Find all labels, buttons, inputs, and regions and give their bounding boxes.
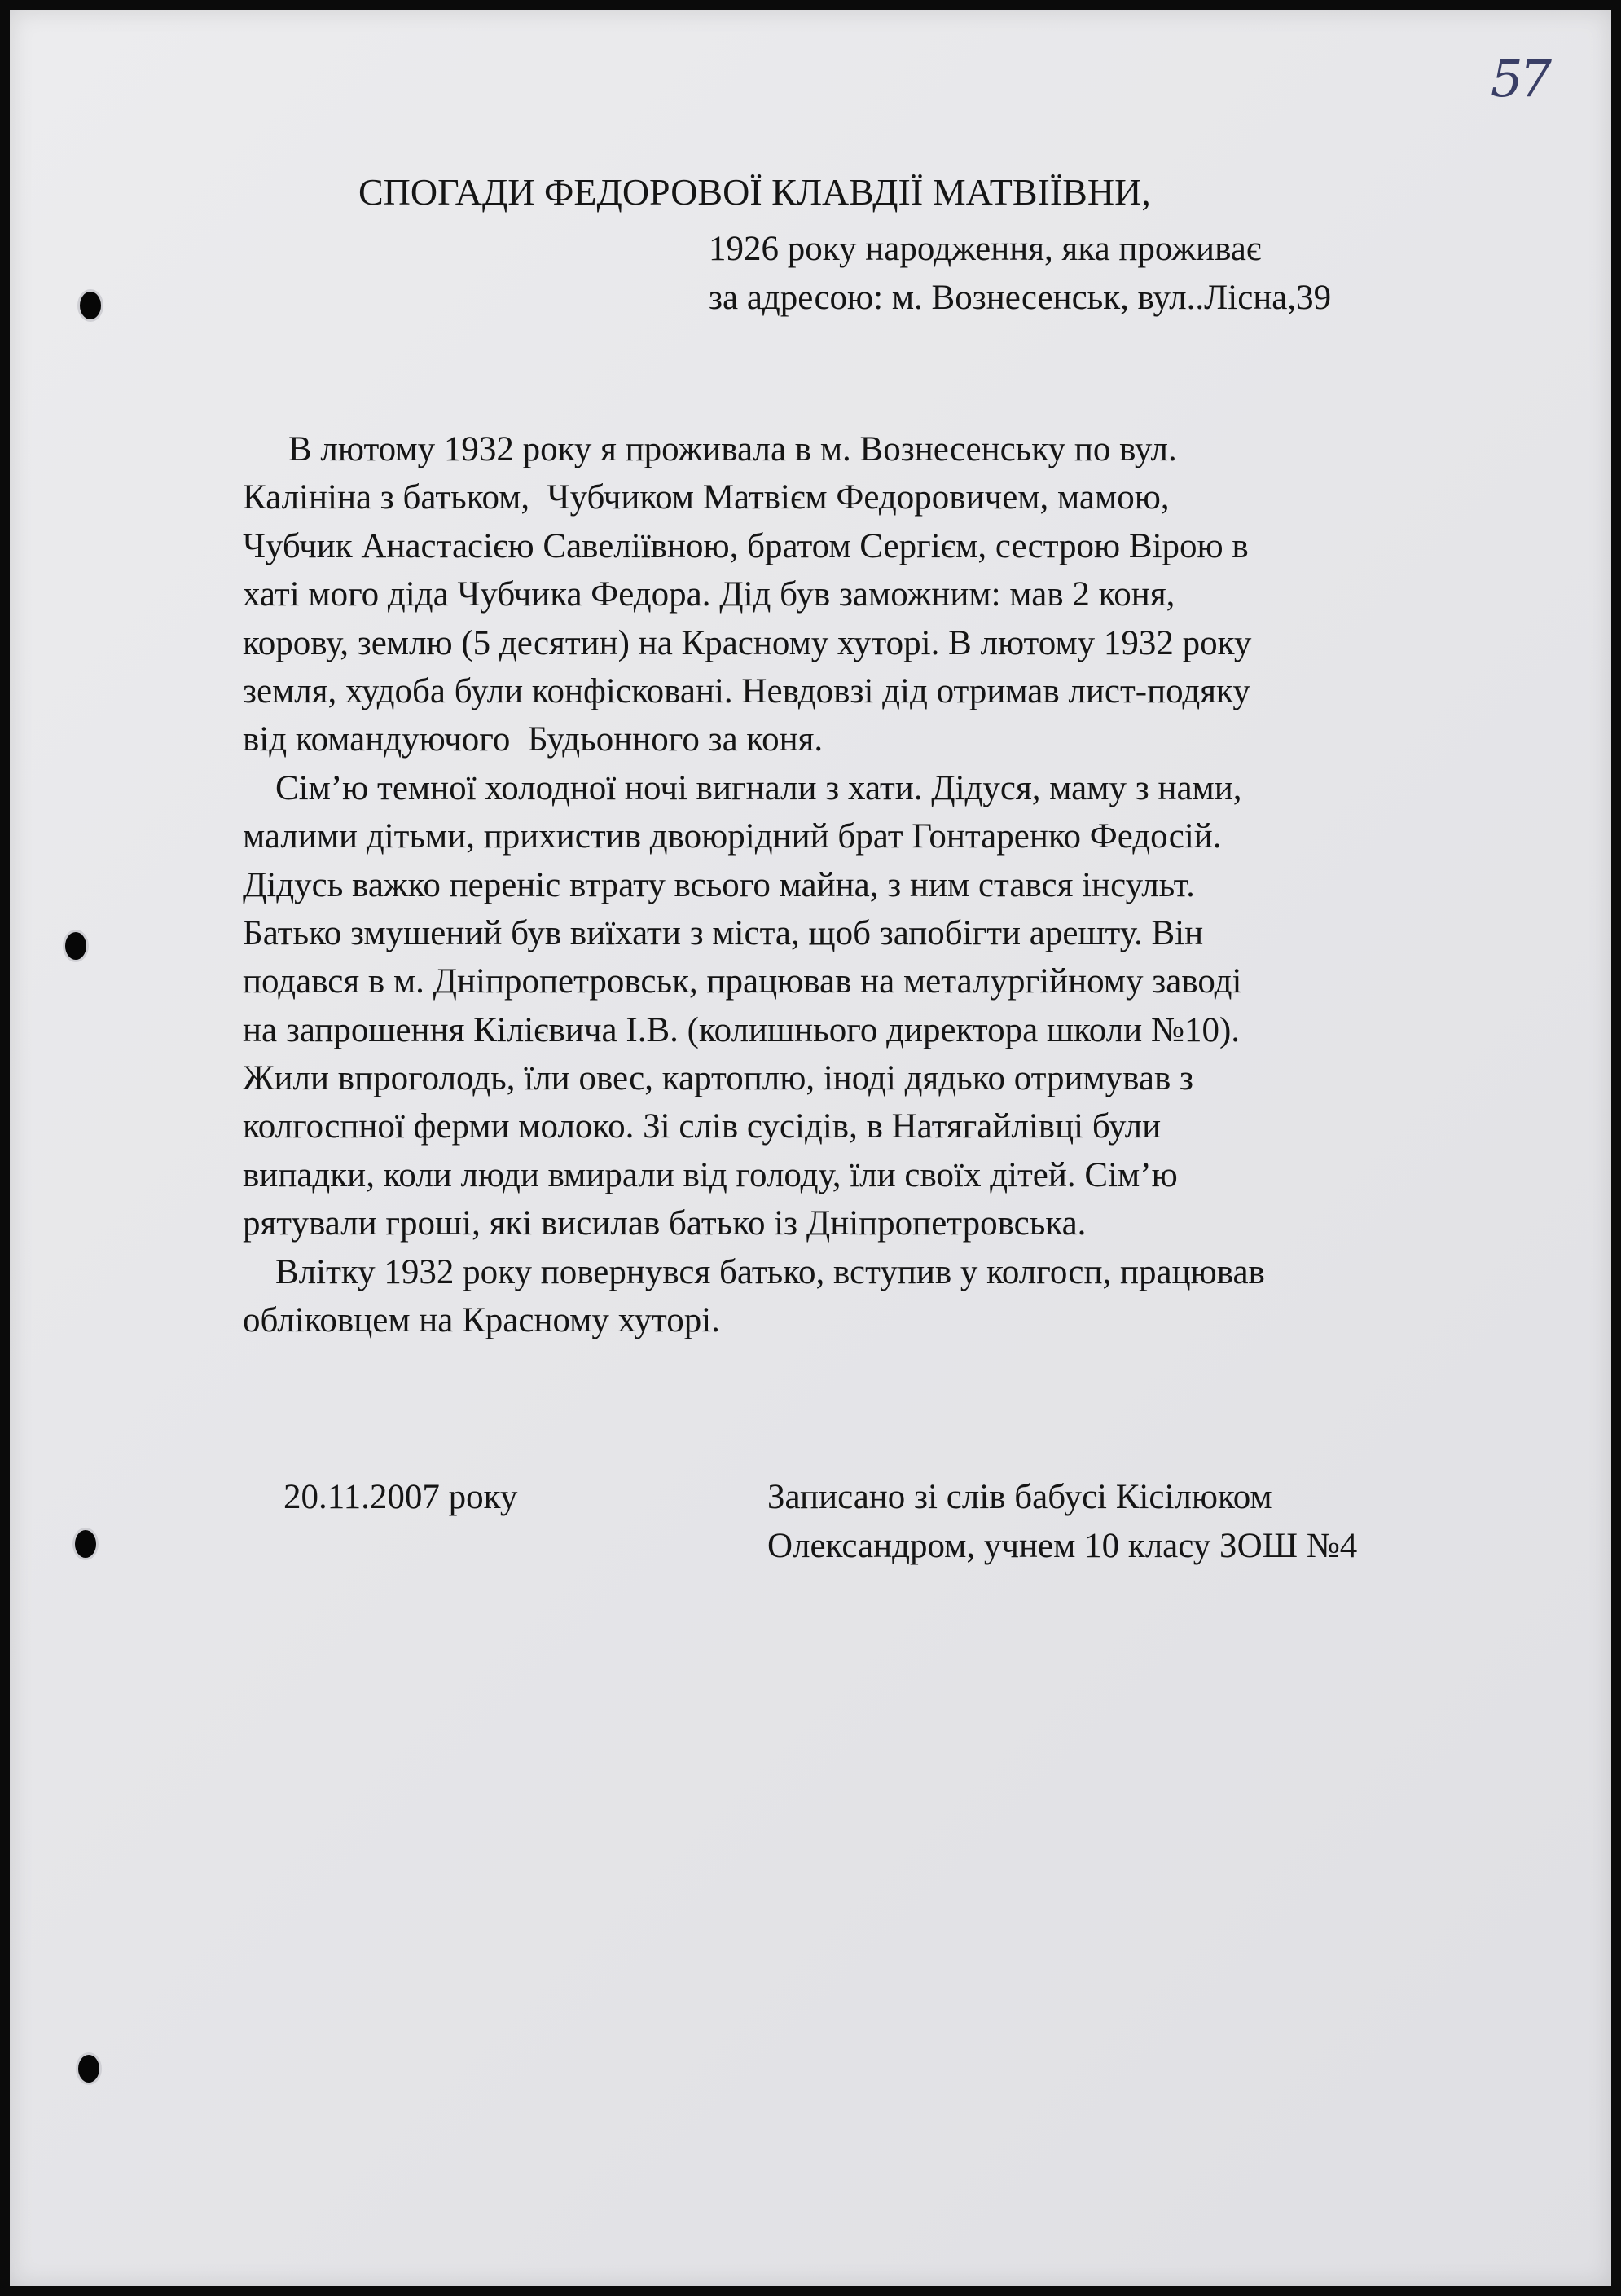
subtitle-line: за адресою: м. Вознесенськ, вул..Лісна,39 (709, 279, 1332, 317)
text-line: хаті мого діда Чубчика Федора. Дід був заможним: мав 2 коня, (243, 575, 1175, 614)
text-line: подався в м. Дніпропетровськ, працював на металургійному заводі (243, 962, 1242, 1001)
text-line: Дідусь важко переніс втрату всього майна, з ним стався інсульт. (243, 865, 1195, 904)
page-number: 57 (1491, 49, 1549, 108)
text-line: на запрошення Кілієвича І.В. (колишнього директора школи №10). (243, 1010, 1241, 1049)
recorded-line: Записано зі слів бабусі Кісілюком (767, 1478, 1272, 1516)
text-line: корову, землю (5 десятин) на Красному хуторі. В лютому 1932 року (243, 623, 1252, 662)
document-page (10, 10, 1611, 2286)
document-subtitle (709, 225, 1331, 323)
text-line: колгоспної ферми молоко. Зі слів сусідів, в Натягайлівці були (243, 1107, 1162, 1146)
punch-hole (78, 2055, 99, 2083)
punch-hole (80, 292, 101, 319)
text-line: обліковцем на Красному хуторі. (243, 1301, 720, 1340)
memoir-text (243, 425, 1513, 1344)
subtitle-line: 1926 року народження, яка проживає (709, 230, 1262, 268)
text-line: Сім’ю темної холодної ночі вигнали з хати. Дідуся, маму з нами, (275, 768, 1242, 807)
text-line: випадки, коли люди вмирали від голоду, їли своїх дітей. Сім’ю (243, 1155, 1178, 1194)
document-title: СПОГАДИ ФЕДОРОВОЇ КЛАВДІЇ МАТВІЇВНИ, (358, 171, 1151, 213)
text-line: від командуючого Будьонного за коня. (243, 720, 824, 759)
text-line: В лютому 1932 року я проживала в м. Вознесенську по вул. (288, 430, 1177, 468)
text-line: Калініна з батьком, Чубчиком Матвієм Федоровичем, мамою, (243, 478, 1170, 517)
text-line: Жили впроголодь, їли овес, картоплю, іноді дядько отримував з (243, 1059, 1194, 1098)
text-line: земля, худоба були конфісковані. Невдовзі дід отримав лист-подяку (243, 671, 1250, 710)
recorded-by (767, 1473, 1357, 1571)
text-line: Влітку 1932 року повернувся батько, вступив у колгосп, працював (275, 1252, 1265, 1291)
recorded-line: Олександром, учнем 10 класу ЗОШ №4 (767, 1527, 1358, 1565)
punch-hole (75, 1530, 96, 1558)
text-line: Батько змушений був виїхати з міста, щоб запобігти арешту. Він (243, 913, 1204, 952)
text-line: рятували гроші, які висилав батько із Дніпропетровська. (243, 1204, 1087, 1243)
text-line: Чубчик Анастасією Савеліївною, братом Сергієм, сестрою Вірою в (243, 526, 1249, 565)
document-date: 20.11.2007 року (283, 1478, 518, 1516)
punch-hole (65, 932, 86, 960)
text-line: малими дітьми, прихистив двоюрідний брат Гонтаренко Федосій. (243, 817, 1222, 856)
